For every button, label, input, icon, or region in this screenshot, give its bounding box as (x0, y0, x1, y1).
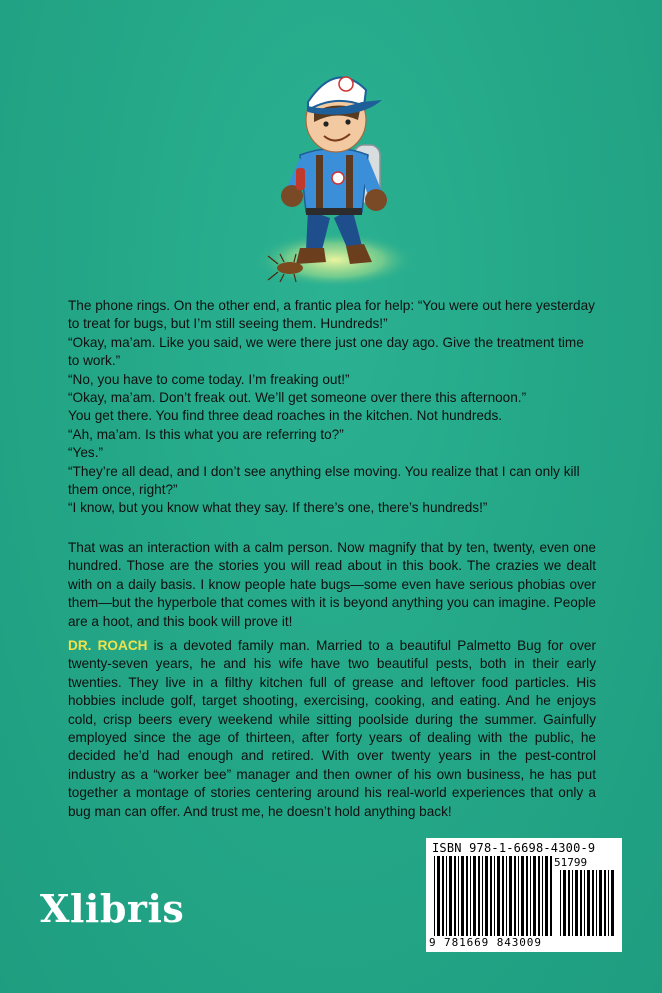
isbn-number: ISBN 978-1-6698-4300-9 (432, 841, 596, 855)
barcode-bar (604, 870, 606, 936)
barcode-bar (608, 870, 609, 936)
barcode-bar (442, 856, 444, 936)
barcode-bar (494, 856, 495, 936)
barcode-bar (526, 856, 528, 936)
dialogue-block (68, 297, 596, 518)
author-bio-text (68, 637, 596, 821)
barcode-bars (426, 838, 622, 952)
barcode-bar (560, 870, 561, 936)
dialogue-line: “I know, but you know what they say. If there’s one, there’s hundreds!” (68, 500, 488, 516)
barcode-bar (575, 870, 578, 936)
barcode-bar (466, 856, 468, 936)
barcode-bar (550, 856, 552, 936)
barcode-bar (542, 856, 543, 936)
barcode-bar (478, 856, 480, 936)
dialogue-line: “Yes.” (68, 445, 104, 461)
barcode-bar (473, 856, 476, 936)
intro-text: That was an interaction with a calm person. Now magnify that by ten, twenty, even one hundred. Those are the stories you will read about in this book. The crazies we dealt with on a daily basis. I know people hate bugs—some even have serious phobias over them—but the hyperbole that comes with it is beyond anything you can imagine. People are a hoot, and this book will prove it! (68, 540, 596, 629)
barcode-bar (461, 856, 464, 936)
barcode-bar (446, 856, 447, 936)
barcode-bar (458, 856, 459, 936)
dialogue-line: “Okay, ma’am. Like you said, we were there just one day ago. Give the treatment time to work.” (68, 334, 584, 369)
dialogue-line: The phone rings. On the other end, a frantic plea for help: “You were out here yesterday to treat for bugs, but I’m still seeing them. Hundreds!” (68, 298, 595, 332)
isbn-barcode (426, 838, 622, 952)
barcode-bar (596, 870, 597, 936)
barcode-bar (599, 870, 602, 936)
barcode-bar (482, 856, 483, 936)
barcode-bar (514, 856, 516, 936)
barcode-bar (509, 856, 512, 936)
barcode-bar (580, 870, 582, 936)
barcode-bar (530, 856, 531, 936)
barcode-bar (470, 856, 471, 936)
dialogue-line: “They’re all dead, and I don’t see anything else moving. You realize that I can only kill them once, right?” (68, 463, 580, 498)
barcode-bar (437, 856, 440, 936)
barcode-bar (587, 870, 590, 936)
barcode-bar (572, 870, 573, 936)
barcode-bar (545, 856, 548, 936)
barcode-bar (434, 856, 435, 936)
barcode-bar (538, 856, 540, 936)
barcode-bar (568, 870, 570, 936)
barcode-bar (518, 856, 519, 936)
price-code: 51799 (554, 856, 588, 869)
publisher-logo: Xlibris (40, 886, 185, 931)
author-bio (68, 637, 596, 821)
ean-digits: 9 781669 843009 (429, 936, 542, 949)
barcode-bar (502, 856, 504, 936)
barcode-bar (506, 856, 507, 936)
barcode-bar (592, 870, 594, 936)
dialogue-line: “Ah, ma’am. Is this what you are referring to?” (68, 426, 344, 442)
barcode-bar (490, 856, 492, 936)
barcode-bar (533, 856, 536, 936)
author-bio-body: is a devoted family man. Married to a beautiful Palmetto Bug for over twenty-seven years, he and his wife have two beautiful pests, both in their early twenties. They live in a filthy kitchen full of grease and leftover food particles. His hobbies include golf, target shooting, exercising, cooking, and eating. And he enjoys cold, crisp beers every weekend while sitting poolside during the summer. Gainfully employed since the age of thirteen, after forty years of dealing with the public, he decided he’d had enough and retired. With over twenty years in the pest-control industry as a “worker bee” manager and then owner of his own business, he has put together a montage of stories centering around his real-world experiences that only a bug man can offer. And trust me, he doesn’t hold anything back! (68, 638, 596, 819)
barcode-bar (611, 870, 614, 936)
dialogue-line: You get there. You find three dead roaches in the kitchen. Not hundreds. (68, 408, 503, 424)
barcode-bar (449, 856, 452, 936)
barcode-bar (497, 856, 500, 936)
intro-paragraph (68, 539, 596, 631)
barcode-bar (563, 870, 566, 936)
author-name: DR. ROACH (68, 638, 148, 653)
pest-control-man-illustration (250, 50, 420, 290)
dialogue-line: “No, you have to come today. I’m freaking out!” (68, 371, 350, 387)
dialogue-line: “Okay, ma’am. Don’t freak out. We’ll get someone over there this afternoon.” (68, 390, 527, 406)
barcode-bar (584, 870, 585, 936)
barcode-bar (485, 856, 488, 936)
barcode-bar (454, 856, 456, 936)
barcode-bar (521, 856, 524, 936)
